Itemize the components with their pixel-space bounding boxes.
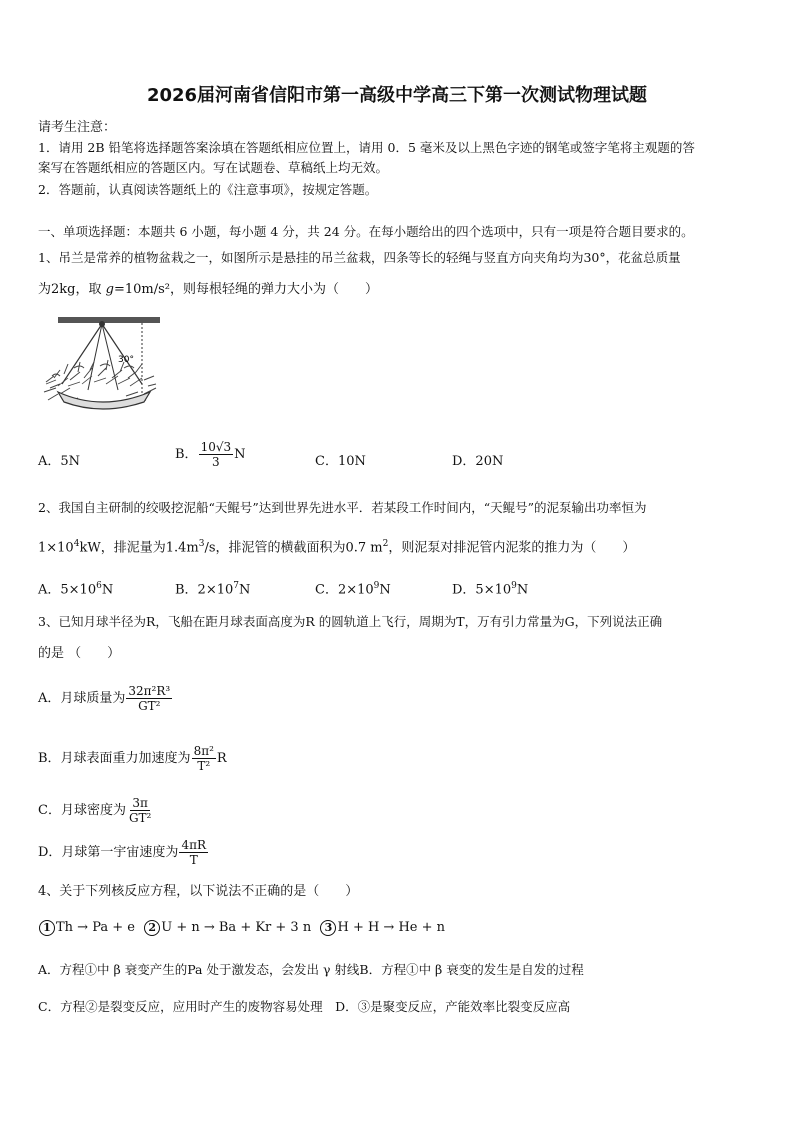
angle-label: 30°: [118, 355, 134, 365]
notice-line-3: 2．答题前，认真阅读答题纸上的《注意事项》，按规定答题。: [38, 182, 378, 197]
equation-1: Th → Pa + e: [56, 920, 135, 935]
hanging-plant-drawing: [40, 312, 160, 420]
q4-options-cd: C．方程②是裂变反应，应用时产生的废物容易处理 D．③是聚变反应，产能效率比裂变反应高: [38, 999, 571, 1014]
q2-stem-line-1: 2、我国自主研制的绞吸挖泥船“天鲲号”达到世界先进水平．若某段工作时间内，“天鲲号”的泥泵输出功率恒为: [38, 500, 647, 515]
q2-option-b: B．$2\times 10^7N$: [175, 581, 251, 598]
q4-options-ab: A．方程①中 β 衰变产生的Pa 处于激发态，会发出 γ 射线B．方程①中 β 衰变的发生是自发的过程: [38, 962, 584, 977]
q2-stem-line-2: $1\times 10^4kW$，排泥量为$1.4m^3/s$，排泥管的横截面积为0.7 $m^2$，则泥泵对排泥管内泥浆的推力为（ ）: [38, 539, 636, 556]
q1-stem-line-2: 为2kg，取 g=10m/s²，则每根轻绳的弹力大小为（ ）: [38, 282, 378, 297]
q3-stem-line-1: 3、已知月球半径为R，飞船在距月球表面高度为R 的圆轨道上飞行，周期为T，万有引力常量为G，下列说法正确: [38, 614, 663, 629]
notice-line-2: 案写在答题纸相应的答题区内。写在试题卷、草稿纸上均无效。: [38, 160, 389, 175]
q2-option-c: C．$2\times 10^9N$: [315, 581, 391, 598]
circled-number-3: 3: [320, 920, 336, 936]
circled-number-2: 2: [144, 920, 160, 936]
q3-stem-line-2: 的是 （ ）: [38, 646, 121, 661]
q2-option-a: A．$5\times 10^6N$: [38, 581, 114, 598]
q1-option-c: C．10N: [315, 454, 366, 469]
hanging-plant-figure: [40, 312, 160, 420]
q3-option-a: A．月球质量为 $\frac{\text{32π²R³}}{\text{GT²}}$: [38, 684, 171, 713]
q1-stem-line-1: 1、吊兰是常养的植物盆栽之一，如图所示是悬挂的吊兰盆栽，四条等长的轻绳与竖直方向夹角均为30°，花盆总质量: [38, 250, 681, 265]
section-heading: 一、单项选择题：本题共 6 小题，每小题 4 分，共 24 分。在每小题给出的四个选项中，只有一项是符合题目要求的。: [38, 224, 694, 239]
notice-line-1: 1．请用 2B 铅笔将选择题答案涂填在答题纸相应位置上，请用 0．5 毫米及以上黑色字迹的钢笔或签字笔将主观题的答: [38, 140, 695, 155]
equation-2: U + n → Ba + Kr + 3 n: [161, 920, 312, 935]
q3-option-d: D．月球第一宇宙速度为 $\frac{4\pi R}{T}$: [38, 838, 206, 867]
q1-option-a: A．5N: [38, 454, 81, 469]
q3-option-c: C．月球密度为 $\frac{3\pi}{\text{GT²}}$: [38, 796, 152, 825]
q1-option-d: D．20N: [452, 454, 504, 469]
q1-option-b: B． $\frac{10√3}{3}$ N: [175, 440, 246, 469]
q3-option-b: B．月球表面重力加速度为 $\frac{\text{8π²}}{\text{T²}}$ R: [38, 744, 227, 773]
notice-heading: 请考生注意：: [38, 120, 117, 135]
q4-stem: 4、关于下列核反应方程，以下说法不正确的是（ ）: [38, 884, 359, 899]
page-title: 2026届河南省信阳市第一高级中学高三下第一次测试物理试题: [146, 85, 648, 106]
q4-equations: [38, 918, 445, 938]
circled-number-1: 1: [39, 920, 55, 936]
q2-option-d: D．$5\times 10^9N$: [452, 581, 529, 598]
equation-3: H + H → He + n: [337, 920, 446, 935]
